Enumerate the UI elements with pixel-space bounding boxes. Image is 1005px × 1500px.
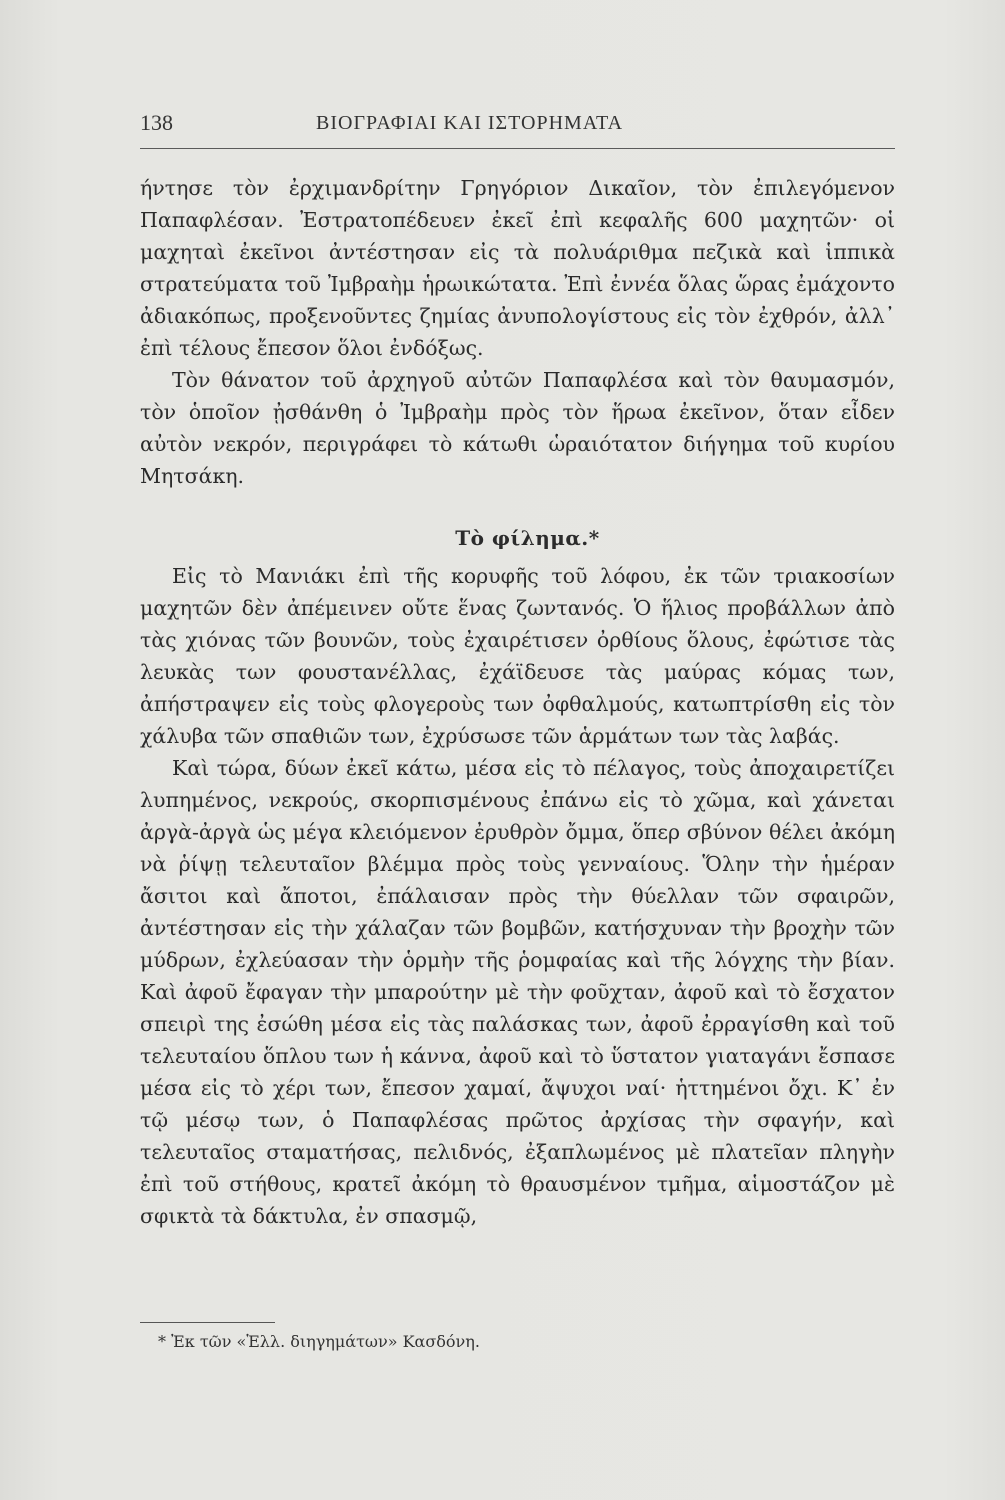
- footnote: * Ἐκ τῶν «Ἑλλ. διηγημάτων» Κασδόνη.: [158, 1332, 480, 1351]
- paragraph: Τὸν θάνατον τοῦ ἀρχηγοῦ αὐτῶν Παπαφλέσα καὶ τὸν θαυμασμόν, τὸν ὁποῖον ᾐσθάνθη ὁ Ἰμβραὴμ πρὸς τὸν ἥρωα ἐκεῖνον, ὅταν εἶδεν αὐτὸν νεκρόν, περιγράφει τὸ κάτωθι ὡραιότατον διήγημα τοῦ κυρίου Μητσάκη.: [140, 368, 895, 488]
- running-title: ΒΙΟΓΡΑΦΙΑΙ ΚΑΙ ΙΣΤΟΡΗΜΑΤΑ: [316, 112, 624, 134]
- section-title: Τὸ φίλημα.*: [455, 526, 600, 550]
- paragraph: ήντησε τὸν ἐρχιμανδρίτην Γρηγόριον Δικαῖον, τὸν ἐπιλεγόμενον Παπαφλέσαν. Ἐστρατοπέδευεν ἐκεῖ ἐπὶ κεφαλῆς 600 μαχητῶν· οἱ μαχηταὶ ἐκεῖνοι ἀντέστησαν εἰς τὰ πολυάριθμα πεζικὰ καὶ ἱππικὰ στρατεύματα τοῦ Ἰμβραὴμ ἡρωικώτατα. Ἐπὶ ἐννέα ὅλας ὥρας ἐμάχοντο ἀδιακόπως, προξενοῦντες ζημίας ἀνυπολογίστους εἰς τὸν ἐχθρόν, ἀλλ᾽ ἐπὶ τέλους ἔπεσον ὅλοι ἐνδόξως.: [140, 176, 895, 360]
- page-number: 138: [140, 110, 173, 135]
- paragraph: Εἰς τὸ Μανιάκι ἐπὶ τῆς κορυφῆς τοῦ λόφου, ἐκ τῶν τριακοσίων μαχητῶν δὲν ἀπέμεινεν οὔτε ἕνας ζωντανός. Ὁ ἥλιος προβάλλων ἀπὸ τὰς χιόνας τῶν βουνῶν, τοὺς ἐχαιρέτισεν ὀρθίους ὅλους, ἐφώτισε τὰς λευκὰς των φουστανέλλας, ἐχάϊδευσε τὰς μαύρας κόμας των, ἀπήστραψεν εἰς τοὺς φλογεροὺς των ὀφθαλμούς, κατωπτρίσθη εἰς τὸν χάλυβα τῶν σπαθιῶν των, ἐχρύσωσε τῶν ἁρμάτων των τὰς λαβάς.: [140, 564, 895, 748]
- paragraph: Καὶ τώρα, δύων ἐκεῖ κάτω, μέσα εἰς τὸ πέλαγος, τοὺς ἀποχαιρετίζει λυπημένος, νεκρούς, σκορπισμένους ἐπάνω εἰς τὸ χῶμα, καὶ χάνεται ἀργὰ-ἀργὰ ὡς μέγα κλειόμενον ἐρυθρὸν ὄμμα, ὅπερ σβύνον θέλει ἀκόμη νὰ ῥίψῃ τελευταῖον βλέμμα πρὸς τοὺς γενναίους. Ὅλην τὴν ἡμέραν ἄσιτοι καὶ ἄποτοι, ἐπάλαισαν πρὸς τὴν θύελλαν τῶν σφαιρῶν, ἀντέστησαν εἰς τὴν χάλαζαν τῶν βομβῶν, κατήσχυναν τὴν βροχὴν τῶν μύδρων, ἐχλεύασαν τὴν ὁρμὴν τῆς ῥομφαίας καὶ τῆς λόγχης τὴν βίαν. Καὶ ἀφοῦ ἔφαγαν τὴν μπαρούτην μὲ τὴν φοῦχταν, ἀφοῦ καὶ τὸ ἔσχατον σπειρὶ της ἐσώθη μέσα εἰς τὰς παλάσκας των, ἀφοῦ ἐρραγίσθη καὶ τοῦ τελευταίου ὅπλου των ἡ κάννα, ἀφοῦ καὶ τὸ ὕστατον γιαταγάνι ἔσπασε μέσα εἰς τὸ χέρι των, ἔπεσον χαμαί, ἄψυχοι ναί· ἡττημένοι ὄχι. Κ᾽ ἐν τῷ μέσῳ των, ὁ Παπαφλέσας πρῶτος ἀρχίσας τὴν σφαγήν, καὶ τελευταῖος σταματήσας, πελιδνός, ἐξαπλωμένος μὲ πλατεῖαν πληγὴν ἐπὶ τοῦ στήθους, κρατεῖ ἀκόμη τὸ θραυσμένον τμῆμα, αἱμοστάζον μὲ σφικτὰ τὰ δάκτυλα, ἐν σπασμῷ,: [140, 756, 895, 1228]
- body-text: [140, 172, 895, 1232]
- page-header: [140, 108, 895, 149]
- footnote-divider: [140, 1322, 275, 1323]
